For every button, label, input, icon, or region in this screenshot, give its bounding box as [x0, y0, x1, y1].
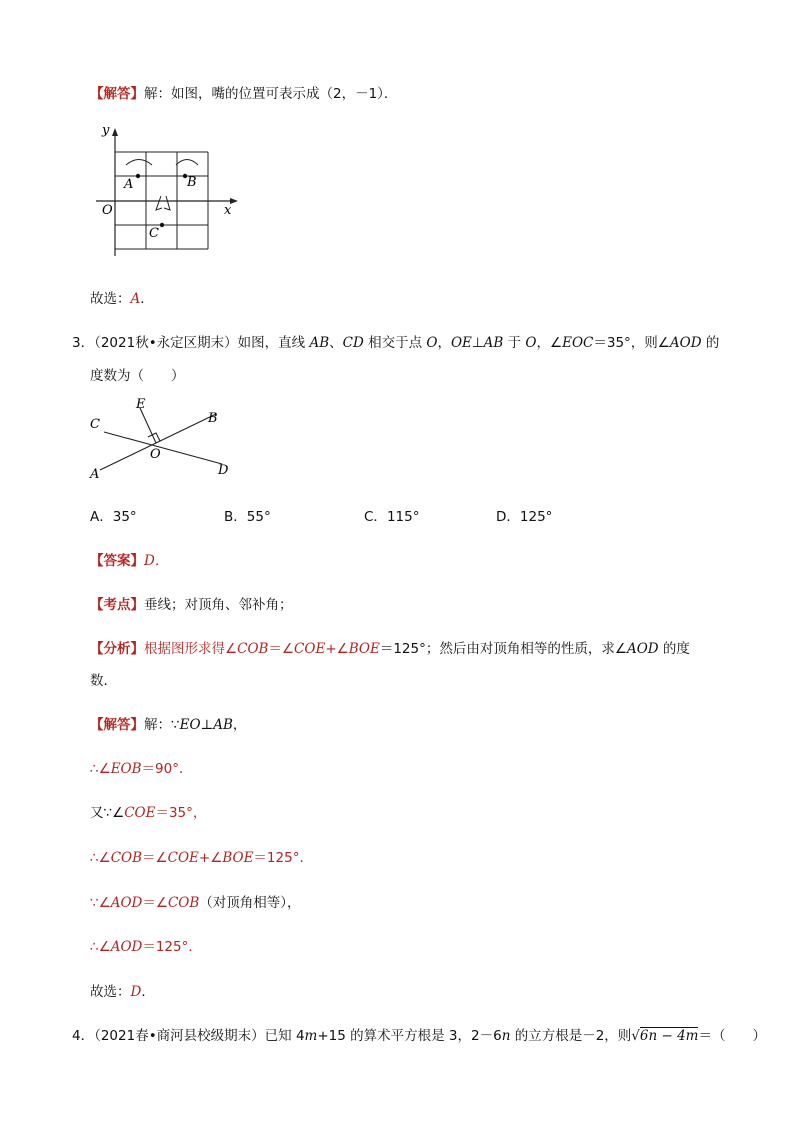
q4-stem: 4．（2021春•商河县校级期末）已知 4m+15 的算术平方根是 3，2－6n 的立方根是－2，则√6n − 4m＝（ ）	[72, 1028, 766, 1044]
q3-choice-letter: D	[130, 984, 142, 1000]
label-o: O	[150, 447, 161, 462]
option-c[interactable]: C．115°	[364, 509, 420, 525]
x-axis-label: x	[224, 203, 232, 218]
step-1: ∴∠EOB＝90°．	[90, 761, 193, 777]
jieda-tag: 【解答】	[90, 717, 144, 733]
label-b: B	[208, 411, 218, 426]
fenxi-tag: 【分析】	[90, 641, 144, 657]
option-d[interactable]: D．125°	[496, 509, 553, 525]
point-c	[160, 223, 164, 227]
jieda-head-line: 【解答】解：∵EO⊥AB，	[90, 717, 247, 733]
kaodian-text: 垂线；对顶角、邻补角；	[144, 597, 293, 613]
prev-solution-line	[90, 82, 397, 102]
fenxi-line1: 【分析】根据图形求得∠COB＝∠COE+∠BOE＝125°；然后由对顶角相等的性质，求∠AOD 的度	[90, 641, 690, 657]
q3-choice-line: 故选：D．	[90, 984, 155, 1000]
label-b: B	[187, 175, 197, 190]
kaodian-line	[90, 593, 293, 613]
sqrt-sign: √	[631, 1028, 640, 1044]
label-c: C	[149, 226, 159, 241]
coordinate-grid-figure	[86, 118, 246, 260]
y-axis-label: y	[102, 123, 110, 138]
step-4: ∵∠AOD＝∠COB（对顶角相等），	[90, 895, 301, 911]
answer-value: D．	[144, 553, 169, 569]
prev-choice-letter: A	[130, 291, 141, 307]
solution-tag: 【解答】	[90, 86, 144, 102]
q3-stem-line2: 度数为（ ）	[90, 368, 185, 384]
label-a: A	[90, 467, 100, 482]
answer-line	[90, 549, 168, 569]
option-b[interactable]: B．55°	[224, 509, 271, 525]
label-e: E	[136, 397, 146, 412]
label-a: A	[124, 177, 134, 192]
option-a[interactable]: A．35°	[90, 509, 137, 525]
intersecting-lines-figure	[84, 394, 244, 484]
origin-label: O	[102, 203, 113, 218]
kaodian-tag: 【考点】	[90, 597, 144, 613]
q3-stem-line1: 3．（2021秋•永定区期末）如图，直线 AB、CD 相交于点 O，OE⊥AB 于 O，∠EOC＝35°，则∠AOD 的	[72, 335, 720, 351]
label-d: D	[218, 463, 229, 478]
fenxi-line2: 数．	[90, 673, 117, 689]
step-2: 又∵∠COE＝35°，	[90, 805, 207, 821]
solution-text: 解：如图，嘴的位置可表示成（2，－1）．	[144, 86, 398, 102]
step-5: ∴∠AOD＝125°．	[90, 939, 202, 955]
prev-choice-line: 故选：A．	[90, 291, 154, 307]
step-3: ∴∠COB＝∠COE+∠BOE＝125°．	[90, 850, 313, 866]
point-a	[136, 174, 140, 178]
label-c: C	[90, 417, 100, 432]
answer-tag: 【答案】	[90, 553, 144, 569]
sqrt-radicand: 6n − 4m	[639, 1028, 699, 1044]
